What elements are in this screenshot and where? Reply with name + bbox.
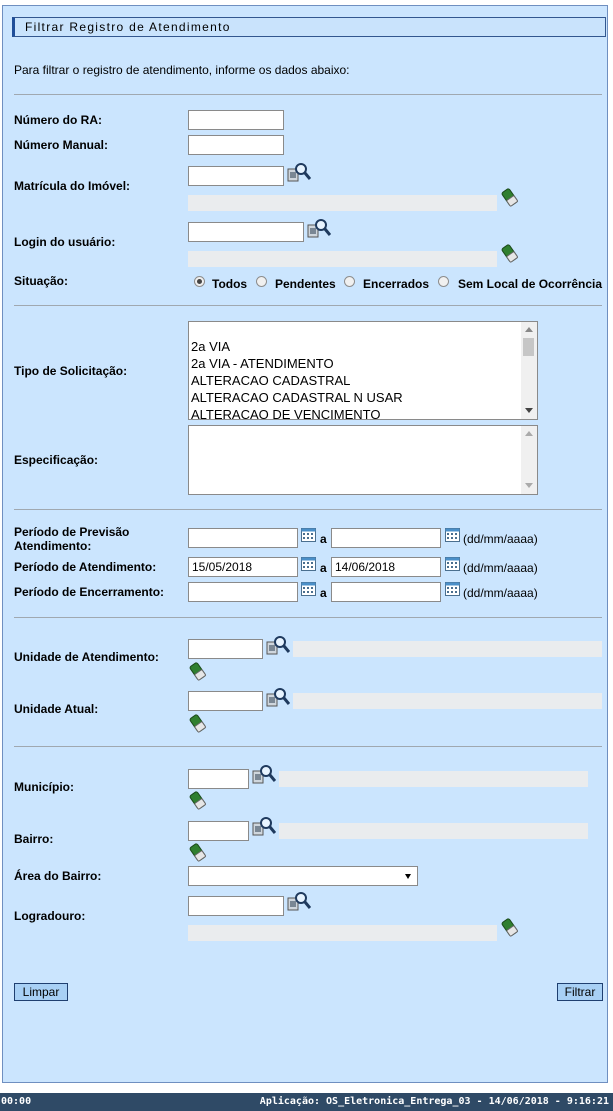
search-icon[interactable] xyxy=(287,890,311,915)
situacao-label: Situação: xyxy=(14,274,69,288)
list-item[interactable]: ALTERACAO CADASTRAL N USAR xyxy=(191,390,403,405)
numero-manual-input[interactable] xyxy=(188,135,284,155)
bairro-description xyxy=(279,823,588,839)
situacao-pendentes-label: Pendentes xyxy=(275,277,336,291)
matricula-input[interactable] xyxy=(188,166,284,186)
calendar-icon[interactable] xyxy=(445,557,460,574)
range-separator: a xyxy=(320,532,327,546)
divider xyxy=(14,305,602,306)
calendar-icon[interactable] xyxy=(301,528,316,545)
scroll-down-icon[interactable] xyxy=(525,408,533,413)
search-icon[interactable] xyxy=(307,217,331,242)
unidade-atual-input[interactable] xyxy=(188,691,263,711)
unidade-atendimento-input[interactable] xyxy=(188,639,263,659)
range-separator: a xyxy=(320,561,327,575)
matricula-label: Matrícula do Imóvel: xyxy=(14,179,131,193)
situacao-pendentes-radio[interactable] xyxy=(256,276,267,287)
calendar-icon[interactable] xyxy=(301,582,316,599)
scroll-up-icon[interactable] xyxy=(525,431,533,436)
listbox-scrollbar[interactable] xyxy=(521,426,537,494)
eraser-icon[interactable] xyxy=(500,187,520,210)
especificacao-listbox[interactable] xyxy=(188,425,538,495)
especificacao-label: Especificação: xyxy=(14,453,99,467)
date-format-hint: (dd/mm/aaaa) xyxy=(463,532,538,546)
filtrar-button[interactable]: Filtrar xyxy=(557,983,603,1001)
list-item[interactable]: 2a VIA - ATENDIMENTO xyxy=(191,356,334,371)
calendar-icon[interactable] xyxy=(301,557,316,574)
list-item[interactable]: 2a VIA xyxy=(191,339,231,354)
municipio-description xyxy=(279,771,588,787)
unidade-atendimento-label: Unidade de Atendimento: xyxy=(14,650,159,664)
search-icon[interactable] xyxy=(287,161,311,186)
divider xyxy=(14,509,602,510)
scroll-down-icon[interactable] xyxy=(525,483,533,488)
unidade-atual-label: Unidade Atual: xyxy=(14,702,99,716)
numero-manual-label: Número Manual: xyxy=(14,138,109,152)
date-format-hint: (dd/mm/aaaa) xyxy=(463,586,538,600)
list-item[interactable]: ALTERACAO CADASTRAL xyxy=(191,373,351,388)
divider xyxy=(14,617,602,618)
scroll-up-icon[interactable] xyxy=(525,327,533,332)
search-icon[interactable] xyxy=(252,815,276,840)
area-bairro-label: Área do Bairro: xyxy=(14,869,102,883)
search-icon[interactable] xyxy=(252,763,276,788)
numero-ra-input[interactable] xyxy=(188,110,284,130)
limpar-button[interactable]: Limpar xyxy=(14,983,68,1001)
divider xyxy=(14,94,602,95)
login-description xyxy=(188,251,497,267)
situacao-encerrados-label: Encerrados xyxy=(363,277,430,291)
matricula-description xyxy=(188,195,497,211)
listbox-scrollbar[interactable] xyxy=(521,322,537,419)
chevron-down-icon xyxy=(405,874,411,879)
bairro-label: Bairro: xyxy=(14,832,54,846)
divider xyxy=(14,746,602,747)
panel-title: Filtrar Registro de Atendimento xyxy=(12,17,606,37)
eraser-icon[interactable] xyxy=(188,790,208,813)
periodo-encerramento-inicio-input[interactable] xyxy=(188,582,298,602)
date-format-hint: (dd/mm/aaaa) xyxy=(463,561,538,575)
unidade-atual-description xyxy=(293,693,602,709)
status-app-info: Aplicação: OS_Eletronica_Entrega_03 - 14/06/2018 - 9:16:21 xyxy=(259,1096,609,1107)
bairro-input[interactable] xyxy=(188,821,249,841)
municipio-input[interactable] xyxy=(188,769,249,789)
periodo-encerramento-fim-input[interactable] xyxy=(331,582,441,602)
situacao-encerrados-radio[interactable] xyxy=(344,276,355,287)
eraser-icon[interactable] xyxy=(500,917,520,940)
area-bairro-select[interactable] xyxy=(188,866,418,886)
numero-ra-label: Número do RA: xyxy=(14,113,102,127)
eraser-icon[interactable] xyxy=(188,661,208,684)
tipo-solicitacao-label: Tipo de Solicitação: xyxy=(14,364,128,378)
status-time: 00:00 xyxy=(1,1096,32,1107)
periodo-previsao-label: Período de Previsão Atendimento: xyxy=(14,525,130,553)
login-input[interactable] xyxy=(188,222,304,242)
situacao-todos-label: Todos xyxy=(212,277,248,291)
search-icon[interactable] xyxy=(266,686,290,711)
situacao-todos-radio[interactable] xyxy=(194,276,205,287)
scroll-thumb[interactable] xyxy=(523,338,534,356)
login-label: Login do usuário: xyxy=(14,235,116,249)
unidade-atendimento-description xyxy=(293,641,602,657)
periodo-previsao-inicio-input[interactable] xyxy=(188,528,298,548)
intro-text: Para filtrar o registro de atendimento, informe os dados abaixo: xyxy=(14,63,350,77)
logradouro-label: Logradouro: xyxy=(14,909,86,923)
status-bar xyxy=(0,1093,613,1111)
situacao-sem-local-radio[interactable] xyxy=(438,276,449,287)
list-item[interactable]: ALTERACAO DE VENCIMENTO xyxy=(191,407,381,420)
logradouro-description xyxy=(188,925,497,941)
periodo-encerramento-label: Período de Encerramento: xyxy=(14,585,165,599)
eraser-icon[interactable] xyxy=(500,243,520,266)
periodo-atendimento-fim-input[interactable]: 14/06/2018 xyxy=(331,557,441,577)
periodo-atendimento-inicio-input[interactable]: 15/05/2018 xyxy=(188,557,298,577)
calendar-icon[interactable] xyxy=(445,582,460,599)
logradouro-input[interactable] xyxy=(188,896,284,916)
search-icon[interactable] xyxy=(266,634,290,659)
tipo-solicitacao-listbox[interactable] xyxy=(188,321,538,420)
municipio-label: Município: xyxy=(14,780,74,794)
periodo-atendimento-label: Período de Atendimento: xyxy=(14,560,157,574)
situacao-sem-local-label: Sem Local de Ocorrência xyxy=(458,277,603,291)
eraser-icon[interactable] xyxy=(188,842,208,865)
calendar-icon[interactable] xyxy=(445,528,460,545)
range-separator: a xyxy=(320,586,327,600)
periodo-previsao-fim-input[interactable] xyxy=(331,528,441,548)
eraser-icon[interactable] xyxy=(188,713,208,736)
